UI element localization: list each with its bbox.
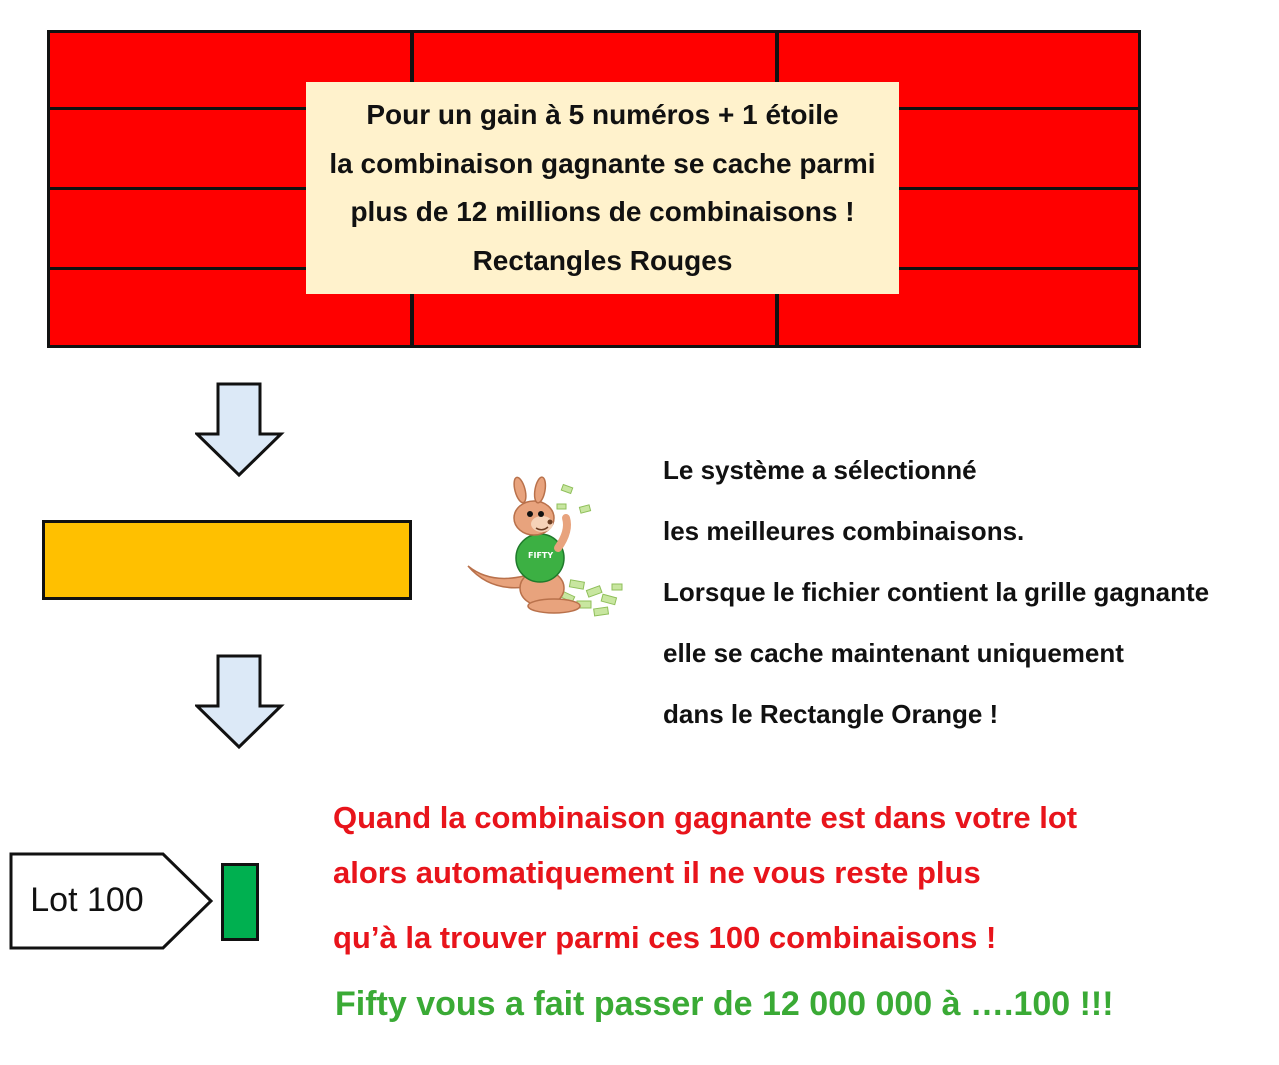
explanation-line-2: les meilleures combinaisons. xyxy=(663,516,1025,546)
down-arrow-icon xyxy=(195,654,285,750)
orange-rectangle xyxy=(42,520,412,600)
conclusion-line-2: alors automatiquement il ne vous reste plus xyxy=(333,855,981,890)
conclusion-line-1: Quand la combinaison gagnante est dans votre lot xyxy=(333,800,1078,835)
down-arrow-icon xyxy=(195,382,285,478)
explanation-line-5: dans le Rectangle Orange ! xyxy=(663,699,999,729)
info-line-3: plus de 12 millions de combinaisons ! xyxy=(350,196,855,227)
info-box xyxy=(306,82,899,294)
explanation-line-3: Lorsque le fichier contient la grille gagnante xyxy=(663,577,1210,607)
lot-label: Lot 100 xyxy=(30,880,144,919)
info-line-1: Pour un gain à 5 numéros + 1 étoile xyxy=(366,99,839,130)
info-line-4: Rectangles Rouges xyxy=(472,244,733,276)
explanation-line-1: Le système a sélectionné xyxy=(663,455,977,485)
conclusion-line-3: qu’à la trouver parmi ces 100 combinaisons ! xyxy=(333,920,997,955)
tagline: Fifty vous a fait passer de 12 000 000 à ….100 !!! xyxy=(335,985,1114,1023)
info-line-2: la combinaison gagnante se cache parmi xyxy=(329,147,876,179)
explanation-text xyxy=(663,440,1209,745)
green-rectangle xyxy=(221,863,259,941)
kangaroo-mascot-icon xyxy=(462,476,627,621)
mascot-shirt-text: FIFTY xyxy=(528,551,554,560)
explanation-line-4: elle se cache maintenant uniquement xyxy=(663,638,1124,668)
